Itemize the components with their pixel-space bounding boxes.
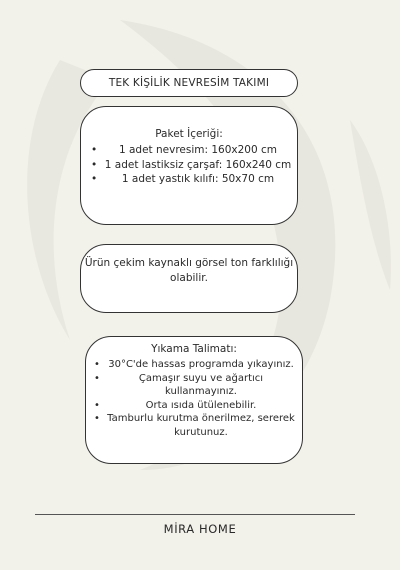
bullet: • (91, 173, 98, 185)
color-note-text: Ürün çekim kaynaklı görsel ton farklılığı olabilir. (84, 257, 294, 284)
bullet: • (94, 372, 100, 384)
footer-divider (35, 514, 355, 515)
list-item: • Orta ısıda ütülenebilir. (94, 399, 257, 411)
list-item: • 1 adet lastiksiz çarşaf: 160x240 cm (91, 158, 292, 171)
washing-instructions-box (85, 336, 303, 464)
list-item: • Çamaşır suyu ve ağartıcı kullanmayınız. (94, 372, 264, 397)
washing-instructions-heading: Yıkama Talimatı: (151, 343, 237, 355)
list-item: • 1 adet nevresim: 160x200 cm (91, 144, 278, 156)
washing-instructions-list (86, 358, 302, 439)
bullet: • (94, 413, 100, 424)
bullet: • (91, 144, 98, 156)
product-title-box (80, 69, 298, 97)
package-contents-list (81, 143, 297, 187)
brand-name: MİRA HOME (163, 522, 237, 536)
list-item: • 1 adet yastık kılıfı: 50x70 cm (91, 173, 275, 185)
bullet: • (94, 399, 100, 411)
color-note-box (80, 244, 298, 313)
package-contents-box (80, 106, 298, 225)
bullet: • (91, 158, 98, 171)
product-title: TEK KİŞİLİK NEVRESİM TAKIMI (108, 77, 270, 89)
list-item: • Tamburlu kurutma önerilmez, sererek kurutunuz. (94, 413, 295, 438)
package-contents-heading: Paket İçeriği: (155, 128, 223, 140)
bullet: • (94, 359, 100, 370)
list-item: • 30°C'de hassas programda yıkayınız. (94, 359, 294, 370)
